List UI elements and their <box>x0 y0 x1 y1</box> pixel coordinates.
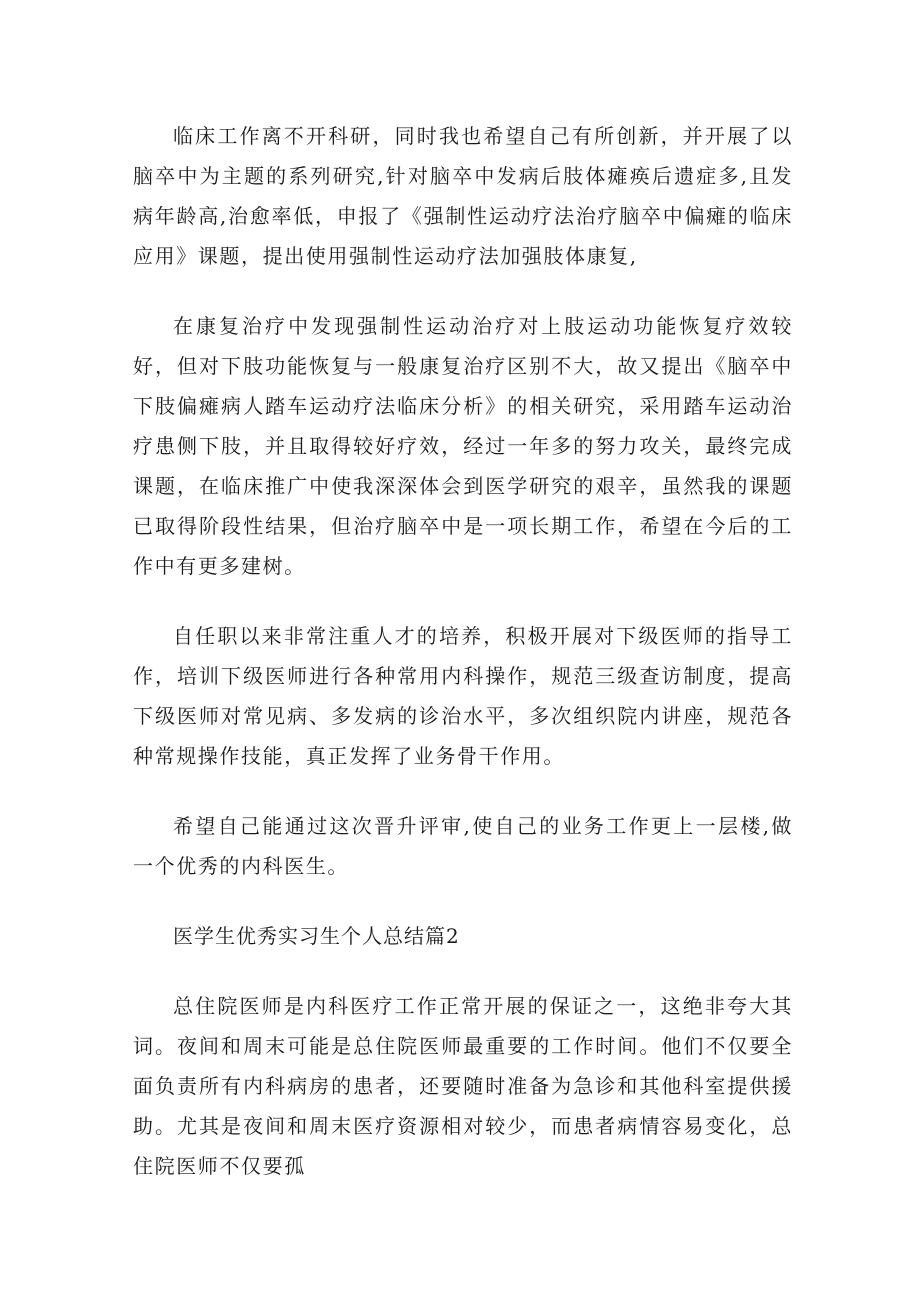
paragraph-hope: 希望自己能通过这次晋升评审,使自己的业务工作更上一层楼,做一个优秀的内科医生。 <box>133 814 793 878</box>
paragraph-rehabilitation: 在康复治疗中发现强制性运动治疗对上肢运动功能恢复疗效较好，但对下肢功能恢复与一般康复治疗区别不大，故又提出《脑卒中下肢偏瘫病人踏车运动疗法临床分析》的相关研究，采用踏车运动治疗患侧下肢，并且取得较好疗效，经过一年多的努力攻关，最终完成课题，在临床推广中使我深深体会到医学研究的艰辛，虽然我的课题已取得阶段性结果，但治疗脑卒中是一项长期工作，希望在今后的工作中有更多建树。 <box>133 314 793 578</box>
document-body <box>133 116 793 1216</box>
paragraph-research: 临床工作离不开科研，同时我也希望自己有所创新，并开展了以脑卒中为主题的系列研究,针对脑卒中发病后肢体瘫痪后遗症多,且发病年龄高,治愈率低，申报了《强制性运动疗法治疗脑卒中偏瘫的临床应用》课题，提出使用强制性运动疗法加强肢体康复, <box>133 124 793 268</box>
paragraph-chief-resident: 总住院医师是内科医疗工作正常开展的保证之一，这绝非夸大其词。夜间和周末可能是总住院医师最重要的工作时间。他们不仅要全面负责所有内科病房的患者，还要随时准备为急诊和其他科室提供援助。尤其是夜间和周末医疗资源相对较少，而患者病情容易变化，总住院医师不仅要孤 <box>133 994 793 1178</box>
paragraph-training: 自任职以来非常注重人才的培养，积极开展对下级医师的指导工作，培训下级医师进行各种常用内科操作，规范三级查访制度，提高下级医师对常见病、多发病的诊治水平，多次组织院内讲座，规范各种常规操作技能，真正发挥了业务骨干作用。 <box>133 624 793 768</box>
section-title: 医学生优秀实习生个人总结篇2 <box>173 924 460 948</box>
